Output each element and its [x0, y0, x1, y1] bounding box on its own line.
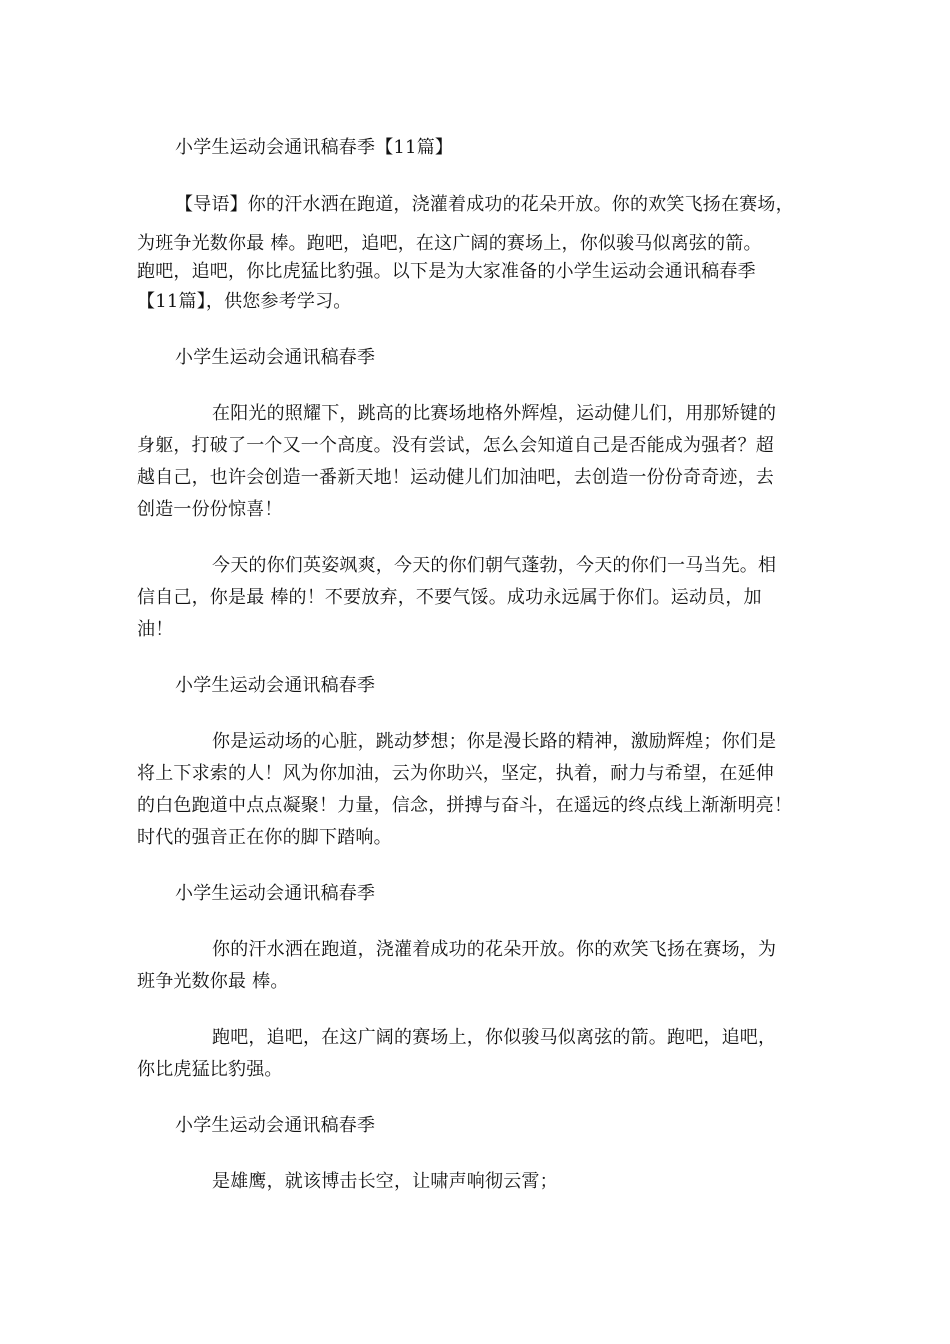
paragraph-line: 在阳光的照耀下，跳高的比赛场地格外辉煌，运动健儿们，用那矫键的: [212, 403, 777, 424]
section-heading: 小学生运动会通讯稿春季: [175, 347, 376, 368]
paragraph-line: 越自己，也许会创造一番新天地！运动健儿们加油吧，去创造一份份奇奇迹，去: [137, 467, 774, 488]
paragraph-line: 的白色跑道中点点凝聚！力量，信念，拼搏与奋斗，在遥远的终点线上渐渐明亮！: [137, 795, 793, 816]
paragraph-line: 创造一份份惊喜！: [137, 499, 283, 520]
paragraph-line: 是雄鹰，就该博击长空，让啸声响彻云霄；: [212, 1171, 558, 1192]
paragraph-line: 今天的你们英姿飒爽，今天的你们朝气蓬勃，今天的你们一马当先。相: [212, 555, 777, 576]
document-title: 小学生运动会通讯稿春季【11篇】: [175, 137, 454, 158]
paragraph-line: 跑吧，追吧，在这广阔的赛场上，你似骏马似离弦的箭。跑吧，追吧，: [212, 1027, 777, 1048]
paragraph-line: 你是运动场的心脏，跳动梦想；你是漫长路的精神，激励辉煌；你们是: [212, 731, 777, 752]
paragraph-line: 你比虎猛比豹强。: [137, 1059, 283, 1080]
paragraph-line: 班争光数你最 棒。: [137, 971, 289, 992]
paragraph-line: 油！: [137, 619, 174, 640]
paragraph-line: 你的汗水洒在跑道，浇灌着成功的花朵开放。你的欢笑飞扬在赛场，为: [212, 939, 777, 960]
section-heading: 小学生运动会通讯稿春季: [175, 883, 376, 904]
intro-line: 跑吧，追吧，你比虎猛比豹强。以下是为大家准备的小学生运动会通讯稿春季: [137, 261, 756, 282]
intro-line: 【11篇】，供您参考学习。: [137, 291, 352, 312]
paragraph-line: 信自己，你是最 棒的！不要放弃，不要气馁。成功永远属于你们。运动员，加: [137, 587, 762, 608]
section-heading: 小学生运动会通讯稿春季: [175, 1115, 376, 1136]
intro-line: 为班争光数你最 棒。跑吧，追吧，在这广阔的赛场上，你似骏马似离弦的箭。: [137, 233, 762, 254]
paragraph-line: 将上下求索的人！风为你加油，云为你助兴，坚定，执着，耐力与希望，在延伸: [137, 763, 774, 784]
intro-line: 【导语】你的汗水洒在跑道，浇灌着成功的花朵开放。你的欢笑飞扬在赛场，: [175, 194, 794, 215]
section-heading: 小学生运动会通讯稿春季: [175, 675, 376, 696]
paragraph-line: 时代的强音正在你的脚下踏响。: [137, 827, 392, 848]
paragraph-line: 身躯，打破了一个又一个高度。没有尝试，怎么会知道自己是否能成为强者？超: [137, 435, 774, 456]
